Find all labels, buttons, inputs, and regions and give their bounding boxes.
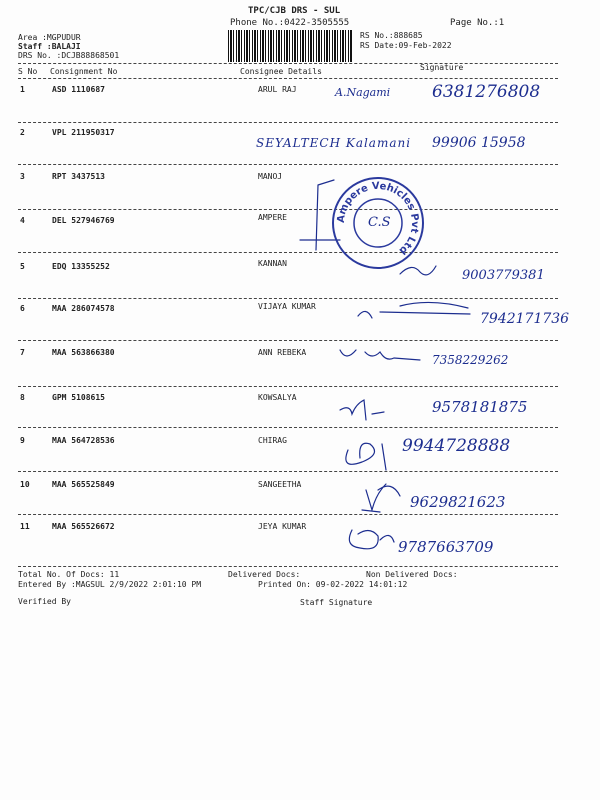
- document-title: TPC/CJB DRS - SUL: [248, 6, 341, 16]
- row-handwritten-phone: 6381276808: [432, 82, 541, 102]
- printed-on: Printed On: 09-02-2022 14:01:12: [258, 580, 408, 589]
- col-consignee-header: Consignee Details: [240, 67, 322, 76]
- verified-by: Verified By: [18, 597, 71, 606]
- row-handwritten-phone: 9578181875: [432, 398, 528, 416]
- row-sno: 2: [20, 128, 25, 137]
- row-sno: 11: [20, 522, 30, 531]
- total-docs: Total No. Of Docs: 11: [18, 570, 120, 579]
- row-consignee: CHIRAG: [258, 436, 287, 445]
- row-consignee: KANNAN: [258, 259, 287, 268]
- col-consignment-header: Consignment No: [50, 67, 118, 76]
- row-handwritten-phone: 99906 15958: [432, 135, 526, 151]
- row-handwritten-phone: 7358229262: [432, 353, 509, 367]
- row-consignee: SANGEETHA: [258, 480, 302, 489]
- phone-number: Phone No.:0422-3505555: [230, 18, 350, 28]
- area-label: Area :MGPUDUR: [18, 33, 81, 42]
- signature-stroke: [358, 302, 470, 318]
- rs-number: RS No.:888685: [360, 31, 423, 40]
- staff-label: Staff :BALAJI: [18, 42, 81, 51]
- row-consignment: GPM 5108615: [52, 393, 105, 402]
- delivered-docs: Delivered Docs:: [228, 570, 301, 579]
- row-consignment: RPT 3437513: [52, 172, 105, 181]
- svg-text:Ampere Vehicles Pvt Ltd: [336, 181, 420, 256]
- signature-stroke: [340, 350, 420, 360]
- row-sno: 8: [20, 393, 25, 402]
- signature-stroke: [362, 484, 400, 512]
- row-signature: A.Nagami: [335, 86, 391, 99]
- col-sno-header: S No: [18, 67, 38, 76]
- row-consignment: EDQ 13355252: [52, 262, 110, 271]
- row-consignee: VIJAYA KUMAR: [258, 302, 316, 311]
- row-sno: 4: [20, 216, 25, 225]
- row-consignment: VPL 211950317: [52, 128, 115, 137]
- signature-stroke: [340, 400, 384, 420]
- row-sno: 3: [20, 172, 25, 181]
- row-handwritten-phone: 9003779381: [462, 268, 545, 283]
- rs-date: RS Date:09-Feb-2022: [360, 41, 452, 50]
- signature-stroke: [346, 443, 386, 470]
- row-handwritten-phone: 7942171736: [480, 311, 570, 327]
- row-handwritten-phone: 9629821623: [410, 493, 506, 511]
- row-consignee: AMPERE: [258, 213, 287, 222]
- row-sno: 1: [20, 85, 25, 94]
- row-consignee: KOWSALYA: [258, 393, 297, 402]
- row-handwritten-phone: 9787663709: [398, 538, 494, 556]
- row-consignment: MAA 286074578: [52, 304, 115, 313]
- row-consignee: JEYA KUMAR: [258, 522, 307, 531]
- row-consignment: MAA 564728536: [52, 436, 115, 445]
- row-sno: 7: [20, 348, 25, 357]
- row-consignment: DEL 527946769: [52, 216, 115, 225]
- row-consignment: MAA 565525849: [52, 480, 115, 489]
- row-consignee: ANN REBEKA: [258, 348, 307, 357]
- row-consignment: ASD 1110687: [52, 85, 105, 94]
- drs-number: DRS No. :DCJB88868501: [18, 51, 120, 60]
- col-signature-header: Signature: [420, 63, 464, 72]
- row-signature: SEYALTECH Kalamani: [256, 136, 412, 150]
- non-delivered-docs: Non Delivered Docs:: [366, 570, 458, 579]
- row-sno: 6: [20, 304, 25, 313]
- row-consignee: MANOJ: [258, 172, 283, 181]
- page-number: Page No.:1: [450, 18, 505, 28]
- row-consignee: ARUL RAJ: [258, 85, 297, 94]
- row-sno: 10: [20, 480, 30, 489]
- signature-stroke: [349, 530, 394, 549]
- stamp-text: Ampere Vehicles Pvt Ltd: [335, 180, 421, 257]
- row-consignment: MAA 563866380: [52, 348, 115, 357]
- row-sno: 5: [20, 262, 25, 271]
- row-consignment: MAA 565526672: [52, 522, 115, 531]
- staff-signature: Staff Signature: [300, 598, 373, 607]
- row-signature: C.S: [368, 215, 391, 230]
- row-sno: 9: [20, 436, 25, 445]
- entered-by: Entered By :MAGSUL 2/9/2022 2:01:10 PM: [18, 580, 202, 589]
- company-stamp: [330, 175, 426, 271]
- row-handwritten-phone: 9944728888: [402, 436, 511, 456]
